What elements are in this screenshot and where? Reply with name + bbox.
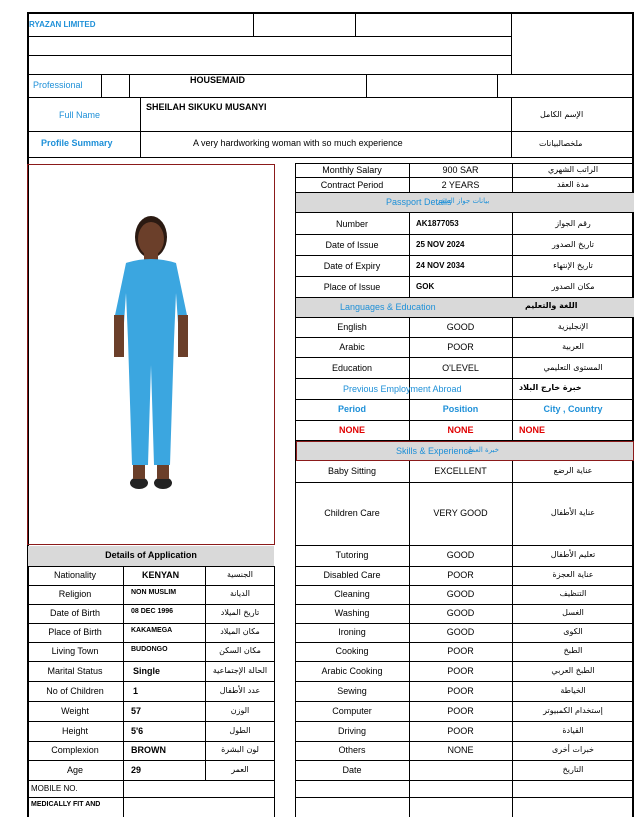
marital-status-value: Single bbox=[133, 666, 161, 676]
children-ar: عدد الأطفال bbox=[219, 686, 261, 695]
skill-ar: الطبخ العربي bbox=[551, 666, 595, 675]
skill-ar: الكوى bbox=[563, 627, 583, 636]
skill-value: POOR bbox=[447, 726, 474, 736]
company-name: RYAZAN LIMITED bbox=[29, 20, 96, 29]
skill-value: POOR bbox=[447, 686, 474, 696]
skill-label: Sewing bbox=[337, 686, 367, 696]
age-ar: العمر bbox=[231, 765, 249, 774]
passport-number-label: Number bbox=[335, 219, 368, 229]
full-name-label: Full Name bbox=[59, 110, 101, 120]
issue-place-value: GOK bbox=[416, 282, 435, 291]
skills-title: Skills & Experience bbox=[396, 446, 474, 456]
skill-ar: القيادة bbox=[562, 726, 584, 735]
skill-value: EXCELLENT bbox=[434, 466, 487, 476]
date-ar: التاريخ bbox=[562, 765, 584, 774]
skill-value: POOR bbox=[447, 646, 474, 656]
monthly-salary-ar: الراتب الشهري bbox=[547, 165, 599, 174]
passport-title: Passport Details bbox=[386, 197, 452, 207]
employment-city-header: City , Country bbox=[543, 404, 603, 414]
passport-title-ar: بيانات جواز السفر bbox=[437, 197, 490, 205]
education-label: Education bbox=[331, 363, 373, 373]
contract-period-ar: مدة العقد bbox=[557, 180, 589, 189]
professional-label: Professional bbox=[33, 80, 83, 90]
nationality-ar: الجنسية bbox=[226, 570, 254, 579]
skill-ar: عناية العجزة bbox=[552, 570, 594, 579]
religion-value: NON MUSLIM bbox=[131, 589, 177, 596]
skill-ar: الخياطة bbox=[560, 686, 586, 695]
skill-value: GOOD bbox=[446, 550, 475, 560]
issue-place-label: Place of Issue bbox=[323, 282, 381, 292]
dob-ar: تاريخ الميلاد bbox=[220, 608, 260, 617]
lang-english-value: GOOD bbox=[446, 322, 475, 332]
skill-ar: خبرات أخرى bbox=[552, 745, 594, 754]
passport-number-value: AK1877053 bbox=[416, 219, 459, 228]
education-value: O'LEVEL bbox=[442, 363, 479, 373]
profile-summary-value: A very hardworking woman with so much experience bbox=[193, 138, 403, 148]
lang-english-ar: الإنجليزية bbox=[557, 322, 589, 331]
marital-status-label: Marital Status bbox=[47, 666, 103, 676]
skill-ar: إستخدام الكمبيوتر bbox=[543, 706, 603, 715]
skill-value: POOR bbox=[447, 706, 474, 716]
languages-title-ar: اللغة والتعليم bbox=[525, 301, 578, 310]
skill-label: Others bbox=[338, 745, 366, 755]
living-town-value: BUDONGO bbox=[131, 646, 168, 653]
date-label: Date bbox=[342, 765, 362, 775]
religion-ar: الديانة bbox=[229, 589, 251, 598]
children-value: 1 bbox=[133, 686, 139, 696]
expiry-date-ar: تاريخ الإنتهاء bbox=[553, 261, 593, 270]
expiry-date-label: Date of Expiry bbox=[323, 261, 381, 271]
employment-title-ar: خبرة خارج البلاد bbox=[519, 383, 582, 392]
profile-summary-label: Profile Summary bbox=[41, 138, 113, 148]
skills-title-ar: خبرة العمل bbox=[466, 446, 499, 454]
employment-position-header: Position bbox=[442, 404, 479, 414]
skill-value: GOOD bbox=[446, 589, 475, 599]
dob-label: Date of Birth bbox=[49, 608, 101, 618]
skill-ar: الغسل bbox=[562, 608, 584, 617]
skill-label: Tutoring bbox=[335, 550, 369, 560]
issue-date-label: Date of Issue bbox=[325, 240, 379, 250]
issue-date-value: 25 NOV 2024 bbox=[416, 240, 465, 249]
skill-value: VERY GOOD bbox=[433, 508, 488, 518]
pob-ar: مكان الميلاد bbox=[220, 627, 260, 636]
monthly-salary-value: 900 SAR bbox=[442, 165, 479, 175]
skill-ar: الطبخ bbox=[563, 646, 583, 655]
employment-period-header: Period bbox=[337, 404, 366, 414]
nationality-value: KENYAN bbox=[142, 570, 180, 580]
lang-arabic-ar: العربية bbox=[562, 342, 584, 351]
weight-label: Weight bbox=[61, 706, 89, 716]
skill-value: POOR bbox=[447, 666, 474, 676]
dob-value: 08 DEC 1996 bbox=[131, 608, 174, 615]
pob-label: Place of Birth bbox=[48, 627, 102, 637]
age-label: Age bbox=[66, 765, 83, 775]
height-value: 5'6 bbox=[131, 726, 144, 736]
skill-ar: عناية الأطفال bbox=[550, 508, 596, 517]
skill-label: Baby Sitting bbox=[327, 466, 377, 476]
pob-value: KAKAMEGA bbox=[131, 627, 173, 634]
skill-ar: تعليم الأطفال bbox=[550, 550, 596, 559]
position-value: HOUSEMAID bbox=[190, 75, 246, 85]
skill-value: POOR bbox=[447, 570, 474, 580]
skill-label: Washing bbox=[334, 608, 370, 618]
skill-label: Children Care bbox=[324, 508, 380, 518]
complexion-label: Complexion bbox=[51, 745, 99, 755]
passport-number-ar: رقم الجواز bbox=[555, 219, 591, 228]
skill-value: NONE bbox=[447, 745, 474, 755]
profile-summary-ar: ملخصالبيانات bbox=[539, 139, 583, 148]
marital-status-ar: الحالة الإجتماعية bbox=[212, 666, 268, 675]
skill-label: Arabic Cooking bbox=[321, 666, 383, 676]
employment-period-value: NONE bbox=[338, 425, 365, 435]
lang-english-label: English bbox=[337, 322, 367, 332]
application-title: Details of Application bbox=[105, 550, 197, 560]
mobile-label: MOBILE NO. bbox=[31, 784, 78, 793]
age-value: 29 bbox=[131, 765, 142, 775]
full-name-ar: الإسم الكامل bbox=[540, 110, 584, 119]
expiry-date-value: 24 NOV 2034 bbox=[416, 261, 465, 270]
weight-value: 57 bbox=[131, 706, 142, 716]
lang-arabic-value: POOR bbox=[447, 342, 474, 352]
skill-ar: التنظيف bbox=[559, 589, 587, 598]
skill-value: GOOD bbox=[446, 608, 475, 618]
issue-date-ar: تاريخ الصدور bbox=[552, 240, 594, 249]
height-ar: الطول bbox=[229, 726, 251, 735]
monthly-salary-label: Monthly Salary bbox=[322, 165, 382, 175]
contract-period-value: 2 YEARS bbox=[441, 180, 480, 190]
education-ar: المستوى التعليمي bbox=[543, 363, 603, 372]
children-label: No of Children bbox=[46, 686, 104, 696]
weight-ar: الوزن bbox=[230, 706, 250, 715]
complexion-ar: لون البشرة bbox=[221, 745, 259, 754]
height-label: Height bbox=[61, 726, 88, 736]
employment-position-value: NONE bbox=[447, 425, 474, 435]
skill-value: GOOD bbox=[446, 627, 475, 637]
complexion-value: BROWN bbox=[131, 745, 166, 755]
employment-title: Previous Employment Abroad bbox=[343, 384, 462, 394]
skill-label: Cleaning bbox=[334, 589, 370, 599]
candidate-photo-frame bbox=[27, 164, 275, 545]
issue-place-ar: مكان الصدور bbox=[551, 282, 595, 291]
languages-title: Languages & Education bbox=[340, 302, 436, 312]
lang-arabic-label: Arabic bbox=[339, 342, 365, 352]
living-town-ar: مكان السكن bbox=[219, 646, 261, 655]
candidate-photo bbox=[28, 165, 274, 544]
skill-label: Driving bbox=[337, 726, 366, 736]
full-name-value: SHEILAH SIKUKU MUSANYI bbox=[146, 102, 267, 112]
nationality-label: Nationality bbox=[53, 570, 97, 580]
medical-label: MEDICALLY FIT AND bbox=[31, 801, 101, 808]
religion-label: Religion bbox=[58, 589, 92, 599]
skill-ar: عناية الرضع bbox=[553, 466, 593, 475]
skill-label: Computer bbox=[332, 706, 372, 716]
skill-label: Ironing bbox=[338, 627, 366, 637]
employment-city-value: NONE bbox=[519, 425, 546, 435]
living-town-label: Living Town bbox=[51, 646, 99, 656]
contract-period-label: Contract Period bbox=[320, 180, 384, 190]
skill-label: Disabled Care bbox=[323, 570, 381, 580]
skill-label: Cooking bbox=[335, 646, 369, 656]
